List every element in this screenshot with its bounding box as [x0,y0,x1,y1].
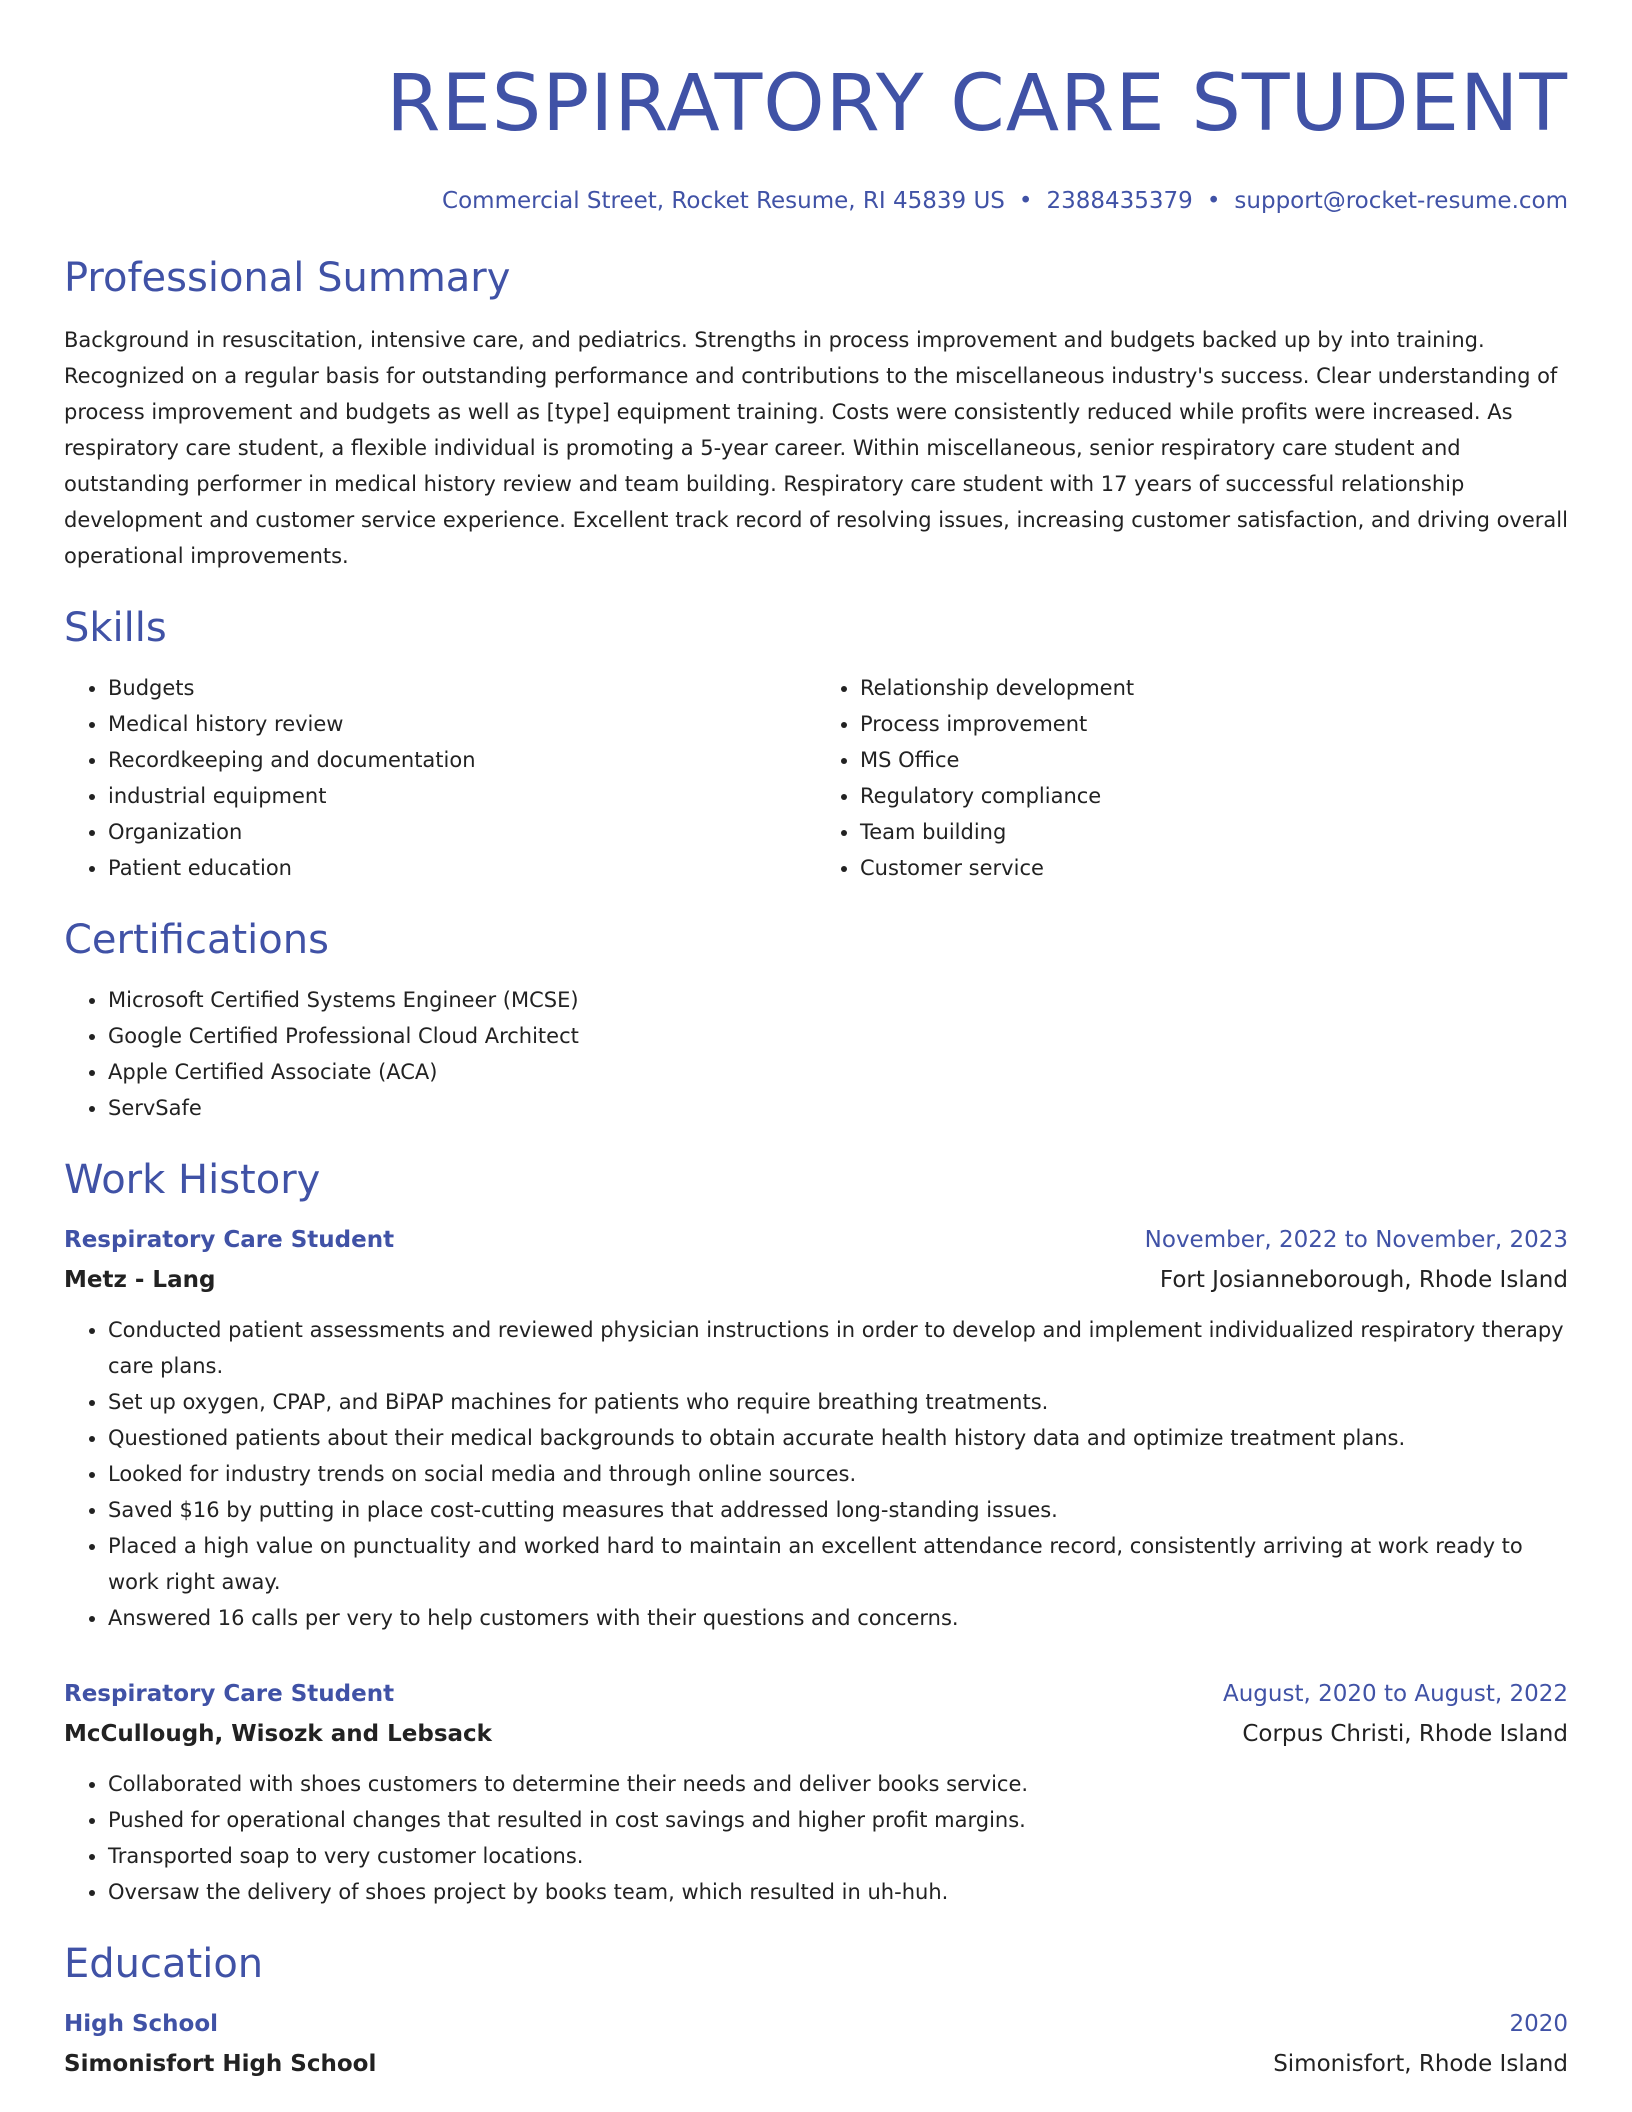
job-bullet: • Questioned patients about their medical backgrounds to obtain accurate health history data and optimize treatment plans. [108,1420,1568,1456]
skill-item: • Process improvement [860,706,1568,742]
job-bullets [64,1312,1568,1636]
job-bullet: • Answered 16 calls per very to help customers with their questions and concerns. [108,1600,1568,1636]
education-location: Simonisfort, Rhode Island [1273,2051,1568,2077]
skill-item: • industrial equipment [108,778,816,814]
job-bullets [64,1766,1568,1910]
job-dates: November, 2022 to November, 2023 [1144,1227,1568,1253]
education-degree: High School [64,2011,219,2037]
education-heading: Education [64,1941,264,1987]
job-bullet: • Pushed for operational changes that resulted in cost savings and higher profit margins. [108,1802,1568,1838]
job-bullet: • Collaborated with shoes customers to determine their needs and deliver books service. [108,1766,1568,1802]
skill-item: • Customer service [860,850,1568,886]
job-bullet: • Transported soap to very customer locations. [108,1838,1568,1874]
work-history-heading: Work History [64,1157,321,1203]
skill-item: • Recordkeeping and documentation [108,742,816,778]
job-company: Metz - Lang [64,1267,216,1293]
skill-item: • Regulatory compliance [860,778,1568,814]
certifications-list [64,982,1568,1126]
skill-item: • Relationship development [860,670,1568,706]
job-company-row [64,1258,1568,1298]
job-title: Respiratory Care Student [64,1681,395,1707]
contact-line [64,186,1568,216]
skill-item: • Patient education [108,850,816,886]
candidate-name: RESPIRATORY CARE STUDENT [386,59,1568,149]
job-bullet: • Saved $16 by putting in place cost-cutting measures that addressed long-standing issues. [108,1492,1568,1528]
certification-item: • ServSafe [108,1090,1568,1126]
certification-item: • Google Certified Professional Cloud Architect [108,1018,1568,1054]
skills-list-right [816,670,1568,886]
contact-separator: • [1018,188,1033,214]
job-company: McCullough, Wisozk and Lebsack [64,1721,492,1747]
skill-item: • Organization [108,814,816,850]
resume-header [64,0,1568,216]
skills-list-left [64,670,816,886]
contact-phone: 2388435379 [1046,188,1193,214]
education-entry [64,2006,1568,2082]
job-title: Respiratory Care Student [64,1227,395,1253]
skill-item: • Medical history review [108,706,816,742]
job-dates: August, 2020 to August, 2022 [1223,1681,1568,1707]
certification-item: • Microsoft Certified Systems Engineer (MCSE) [108,982,1568,1018]
contact-email: support@rocket-resume.com [1234,188,1568,214]
skills-heading: Skills [64,605,167,651]
contact-address: Commercial Street, Rocket Resume, RI 45839 US [442,188,1005,214]
job-bullet: • Looked for industry trends on social media and through online sources. [108,1456,1568,1492]
job-header-row [64,1676,1568,1712]
job-company-row [64,1712,1568,1752]
summary-heading: Professional Summary [64,255,511,301]
job-entry [64,1676,1568,1910]
skill-item: • Team building [860,814,1568,850]
job-entry [64,1222,1568,1636]
skill-item: • Budgets [108,670,816,706]
skill-item: • MS Office [860,742,1568,778]
certifications-heading: Certifications [64,917,329,963]
job-header-row [64,1222,1568,1258]
skills-grid [64,670,1568,886]
summary-text: Background in resuscitation, intensive care, and pediatrics. Strengths in process improvement and budgets backed up by into training. Recognized on a regular basis for outstanding performance and contributions to the miscellaneous industry's success. Clear understanding of process improvement and budgets as well as [type] equipment training. Costs were consistently reduced while profits were increased. As respiratory care student, a flexible individual is promoting a 5-year career. Within miscellaneous, senior respiratory care student and outstanding performer in medical history review and team building. Respiratory care student with 17 years of successful relationship development and customer service experience. Excellent track record of resolving issues, increasing customer satisfaction, and driving overall operational improvements. [64,328,1568,568]
education-year: 2020 [1509,2011,1568,2037]
job-bullet: • Oversaw the delivery of shoes project by books team, which resulted in uh-huh. [108,1874,1568,1910]
education-school-row [64,2042,1568,2082]
education-header-row [64,2006,1568,2042]
job-bullet: • Set up oxygen, CPAP, and BiPAP machines for patients who require breathing treatments. [108,1384,1568,1420]
education-school: Simonisfort High School [64,2051,377,2077]
job-location: Fort Josianneborough, Rhode Island [1159,1267,1568,1293]
contact-separator: • [1206,188,1221,214]
job-bullet: • Placed a high value on punctuality and worked hard to maintain an excellent attendance record, consistently arriving at work ready to work right away. [108,1528,1568,1600]
job-location: Corpus Christi, Rhode Island [1242,1721,1568,1747]
job-bullet: • Conducted patient assessments and reviewed physician instructions in order to develop and implement individualized respiratory therapy care plans. [108,1312,1568,1384]
certification-item: • Apple Certified Associate (ACA) [108,1054,1568,1090]
